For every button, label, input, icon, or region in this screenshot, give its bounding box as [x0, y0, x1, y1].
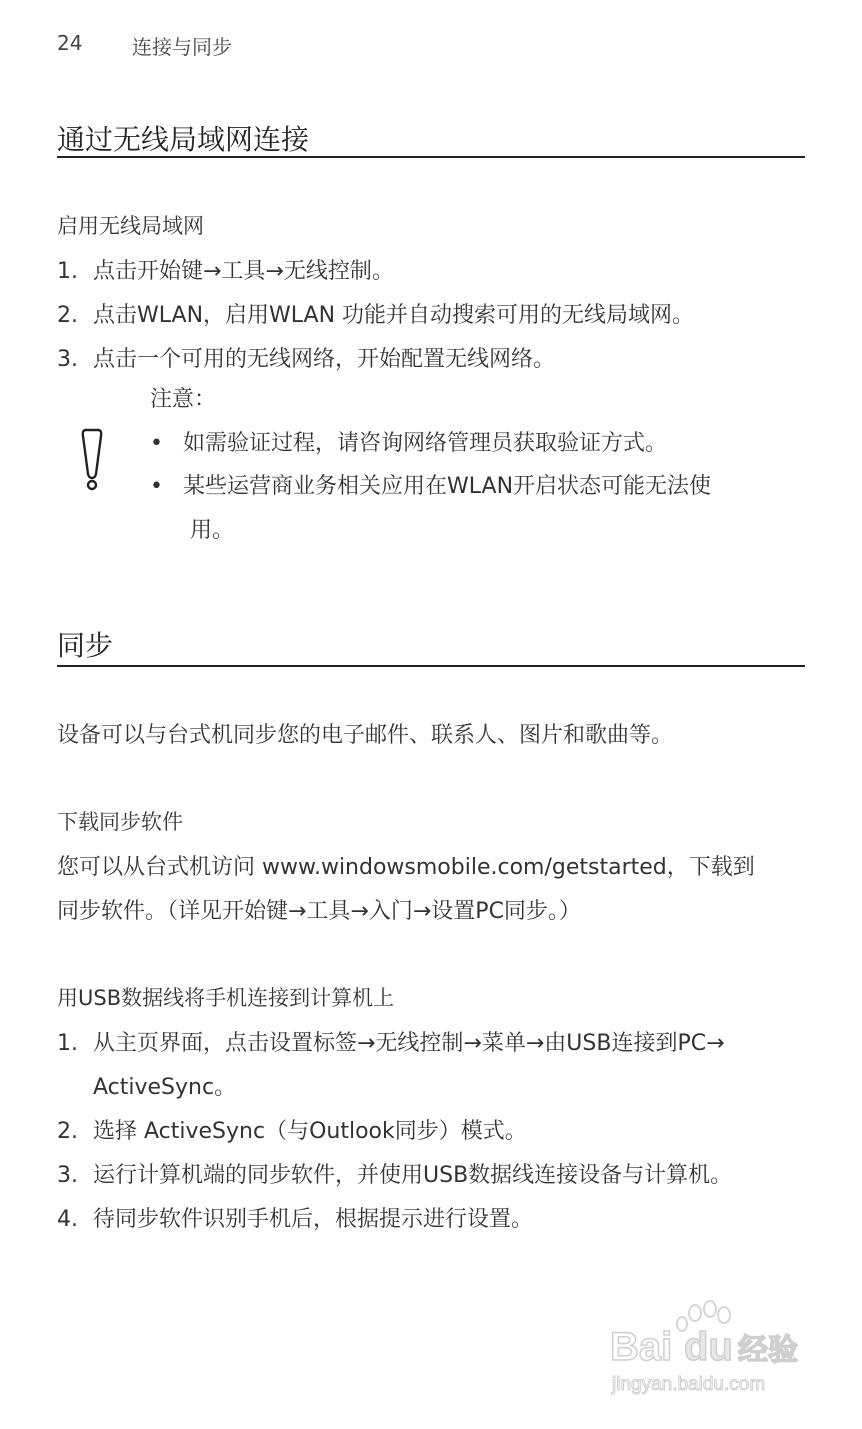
step-text: 点击一个可用的无线网络，开始配置无线网络。: [93, 347, 556, 372]
section-title-sync: 同步: [57, 629, 114, 662]
section-divider: [57, 156, 805, 158]
step-number: 2.: [57, 1119, 78, 1144]
step-number: 4.: [57, 1207, 78, 1232]
step-text: ActiveSync。: [93, 1075, 237, 1100]
svg-text:经验: 经验: [738, 1333, 798, 1368]
usb-step: [57, 1158, 732, 1189]
usb-step: [57, 1026, 725, 1057]
usb-step-continuation: [57, 1070, 236, 1101]
page-number: 24: [57, 31, 83, 55]
step-number: 3.: [57, 1163, 78, 1188]
note-bullet-item: [150, 426, 667, 457]
step-text: 运行计算机端的同步软件，并使用USB数据线连接设备与计算机。: [93, 1163, 733, 1188]
step-number: 3.: [57, 347, 78, 372]
note-bullet-item: [150, 469, 711, 500]
usb-subheading: 用USB数据线将手机连接到计算机上: [57, 986, 395, 1010]
usb-step: [57, 1202, 533, 1233]
usb-step: [57, 1114, 527, 1145]
bullet-dot: •: [150, 474, 163, 499]
download-text-line: 同步软件。（详见开始键→工具→入门→设置PC同步。）: [57, 899, 581, 924]
wlan-step: [57, 342, 555, 373]
step-text: 点击开始键→工具→无线控制。: [93, 259, 394, 284]
sync-intro: 设备可以与台式机同步您的电子邮件、联系人、图片和歌曲等。: [57, 723, 674, 748]
download-text-line: 您可以从台式机访问 www.windowsmobile.com/getstarted，下载到: [57, 855, 755, 880]
section-divider: [57, 665, 805, 667]
step-number: 2.: [57, 303, 78, 328]
step-text: 从主页界面，点击设置标签→无线控制→菜单→由USB连接到PC→: [93, 1031, 725, 1056]
download-subheading: 下载同步软件: [57, 810, 183, 834]
note-label: 注意：: [150, 387, 217, 412]
svg-text:du: du: [684, 1325, 733, 1369]
wlan-subheading: 启用无线局域网: [57, 214, 204, 238]
section-title-wlan: 通过无线局域网连接: [57, 123, 310, 156]
svg-text:Bai: Bai: [610, 1325, 673, 1369]
step-number: 1.: [57, 1031, 78, 1056]
wlan-step: [57, 254, 394, 285]
wlan-step: [57, 298, 694, 329]
note-text: 某些运营商业务相关应用在WLAN开启状态可能无法使: [183, 474, 712, 499]
step-text: 点击WLAN，启用WLAN 功能并自动搜索可用的无线局域网。: [93, 303, 695, 328]
step-text: 待同步软件识别手机后，根据提示进行设置。: [93, 1207, 534, 1232]
chapter-title: 连接与同步: [132, 35, 232, 59]
note-text-continuation: 用。: [190, 518, 235, 543]
bullet-dot: •: [150, 431, 163, 456]
note-text: 如需验证过程，请咨询网络管理员获取验证方式。: [183, 431, 668, 456]
step-text: 选择 ActiveSync（与Outlook同步）模式。: [93, 1119, 527, 1144]
warning-icon: [78, 426, 106, 492]
svg-text:jingyan.baidu.com: jingyan.baidu.com: [612, 1374, 766, 1395]
baidu-jingyan-watermark: [610, 1300, 810, 1400]
step-number: 1.: [57, 259, 78, 284]
